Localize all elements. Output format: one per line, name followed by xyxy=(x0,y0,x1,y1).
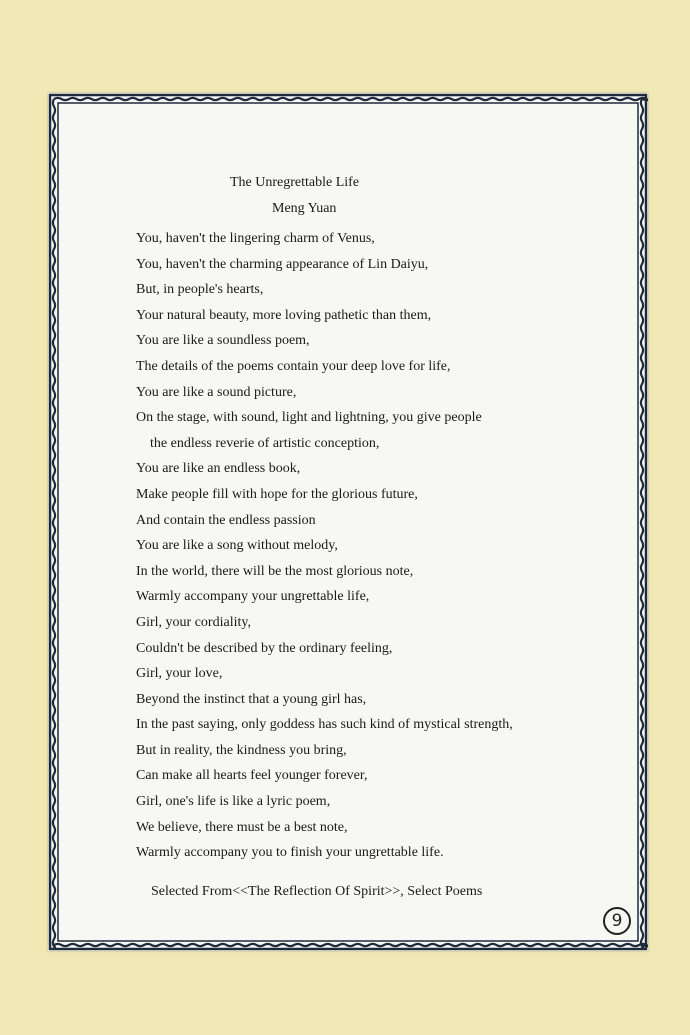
poem-line: You are like an endless book, xyxy=(136,461,301,477)
poem-line: On the stage, with sound, light and lightning, you give people xyxy=(136,410,482,426)
poem-line: You are like a sound picture, xyxy=(136,384,297,400)
poem-source: Selected From<<The Reflection Of Spirit>>, Select Poems xyxy=(151,884,483,899)
poem-line: the endless reverie of artistic conception, xyxy=(150,435,380,451)
poem-line: Girl, your love, xyxy=(136,666,223,682)
poem-line: But in reality, the kindness you bring, xyxy=(136,742,347,758)
poem-line: Girl, one's life is like a lyric poem, xyxy=(136,794,331,810)
poem-line: Warmly accompany you to finish your ungrettable life. xyxy=(136,845,444,861)
poem-line: You, haven't the charming appearance of Lin Daiyu, xyxy=(136,256,429,272)
poem-line: You, haven't the lingering charm of Venus, xyxy=(136,231,375,246)
poem-line: And contain the endless passion xyxy=(136,512,316,528)
poem-line: But, in people's hearts, xyxy=(136,282,264,298)
poem-line: In the world, there will be the most glorious note, xyxy=(136,563,414,579)
page-number: 9 xyxy=(603,907,631,935)
poem-line: We believe, there must be a best note, xyxy=(136,819,348,835)
poem-line: Make people fill with hope for the glorious future, xyxy=(136,486,418,502)
poem-line: Your natural beauty, more loving pathetic than them, xyxy=(136,307,432,323)
poem-line: You are like a soundless poem, xyxy=(136,333,310,349)
poem-line: Couldn't be described by the ordinary feeling, xyxy=(136,640,393,656)
poem-content xyxy=(48,93,648,951)
poem-line: You are like a song without melody, xyxy=(136,538,338,554)
poem-line: Can make all hearts feel younger forever, xyxy=(136,768,368,784)
poem-page xyxy=(48,93,648,951)
poem-line: Girl, your cordiality, xyxy=(136,614,251,630)
poem-line: Beyond the instinct that a young girl has, xyxy=(136,691,367,707)
poem-line: The details of the poems contain your deep love for life, xyxy=(136,358,451,374)
poem-line: In the past saying, only goddess has such kind of mystical strength, xyxy=(136,717,513,733)
poem-lines xyxy=(136,226,513,866)
poem-author: Meng Yuan xyxy=(272,201,337,216)
poem-title: The Unregrettable Life xyxy=(230,175,360,190)
poem-line: Warmly accompany your ungrettable life, xyxy=(136,589,370,605)
